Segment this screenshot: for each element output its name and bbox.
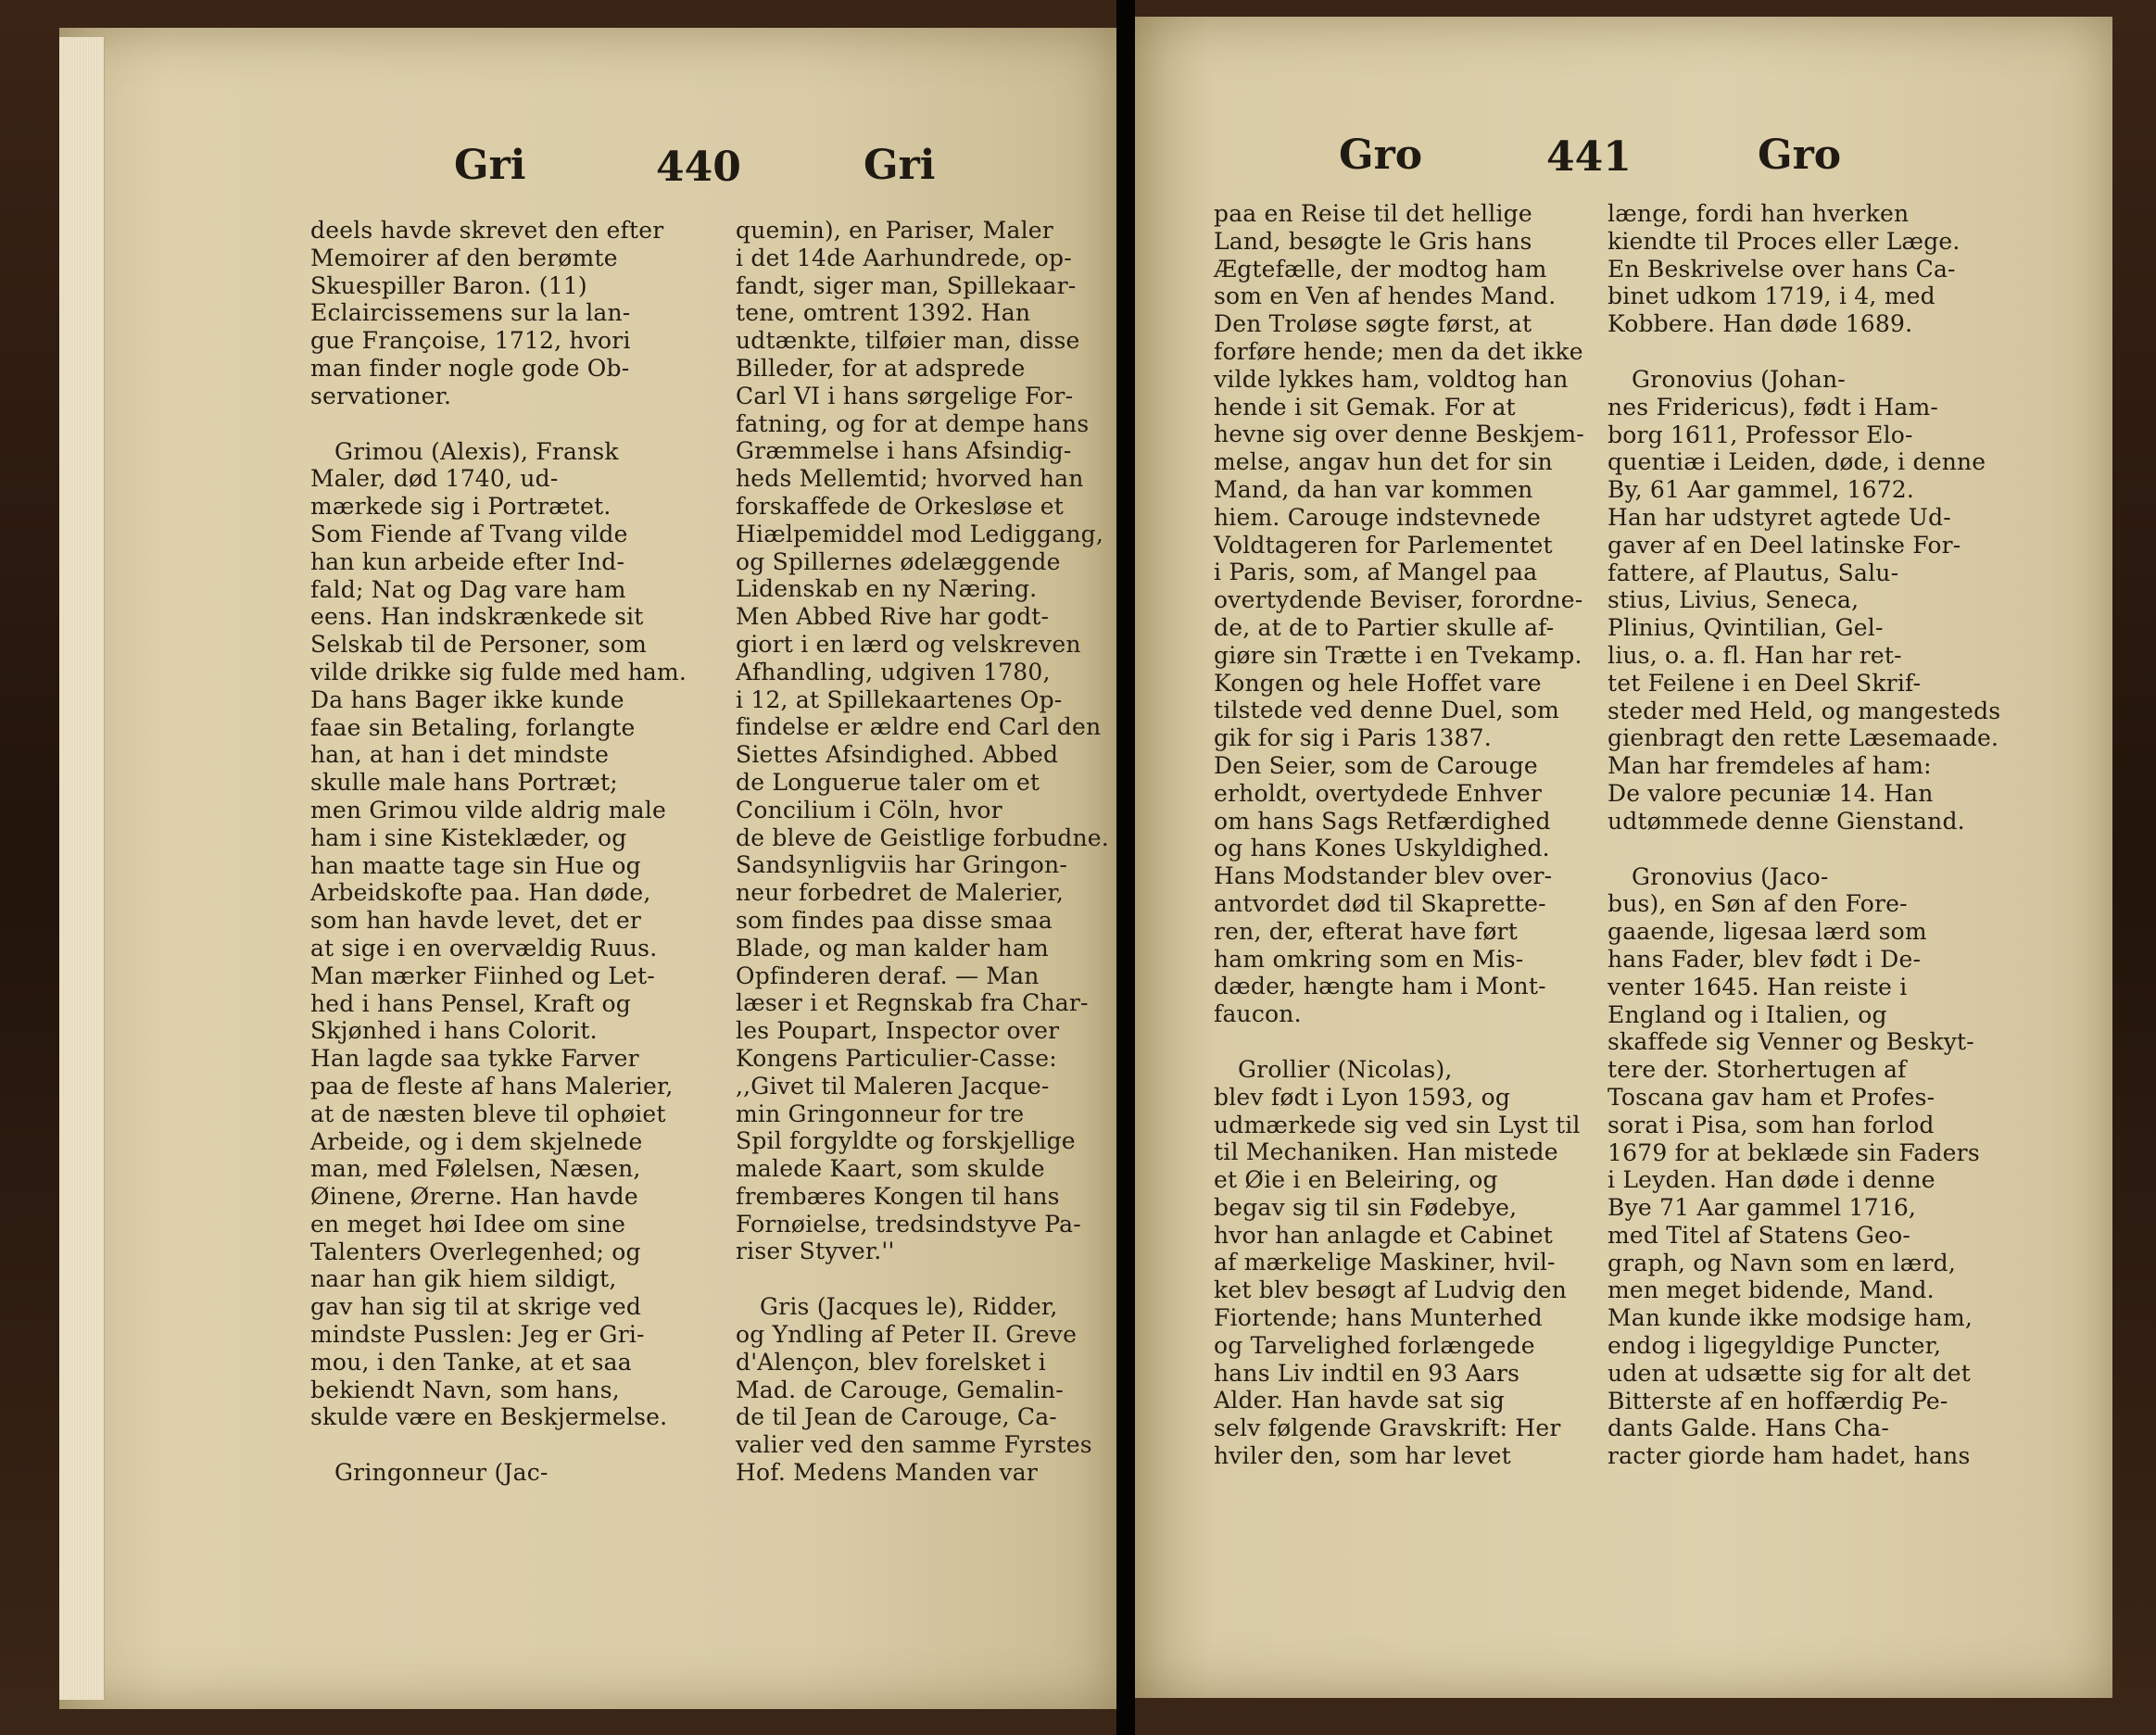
text-line: Hof. Medens Manden var <box>736 1459 1039 1487</box>
text-line: Kongens Particulier-Casse: <box>736 1044 1057 1072</box>
text-line: Afhandling, udgiven 1780, <box>736 658 1051 685</box>
text-line: og Spillernes ødelæggende <box>736 547 1061 575</box>
text-line: ,,Givet til Maleren Jacque- <box>736 1072 1050 1100</box>
text-line: Fornøielse, tredsindstyve Pa- <box>736 1210 1081 1238</box>
text-line: han, at han i det mindste <box>310 741 610 769</box>
text-line: quemin), en Pariser, Maler <box>736 217 1053 244</box>
text-line: Bye 71 Aar gammel 1716, <box>1608 1194 1917 1222</box>
text-line: hevne sig over denne Beskjem- <box>1214 421 1584 448</box>
text-line: tere der. Storhertugen af <box>1608 1056 1907 1084</box>
text-line: nes Fridericus), født i Ham- <box>1608 393 1938 421</box>
text-line: quentiæ i Leiden, døde, i denne <box>1608 448 1986 476</box>
text-line: valier ved den samme Fyrstes <box>736 1431 1092 1459</box>
text-line: som en Ven af hendes Mand. <box>1214 283 1557 310</box>
text-line: dæder, hængte ham i Mont- <box>1214 973 1546 1000</box>
text-line: læser i et Regnskab fra Char- <box>736 989 1089 1017</box>
text-line: uden at udsætte sig for alt det <box>1608 1359 1972 1387</box>
text-line: Da hans Bager ikke kunde <box>310 685 624 713</box>
right-running-head-left: Gro <box>1339 132 1423 179</box>
text-line: Som Fiende af Tvang vilde <box>310 520 628 547</box>
text-line: de, at de to Partier skulle af- <box>1214 613 1555 641</box>
text-line: man, med Følelsen, Næsen, <box>310 1155 641 1183</box>
left-page <box>59 28 1116 1709</box>
text-line: tilstede ved denne Duel, som <box>1214 697 1560 724</box>
text-line: graph, og Navn som en lærd, <box>1608 1249 1956 1276</box>
right-page-column-1 <box>1214 200 1584 1470</box>
text-line: Mand, da han var kommen <box>1214 475 1533 503</box>
text-line: mindste Pusslen: Jeg er Gri- <box>310 1321 645 1349</box>
text-line: Skjønhed i hans Colorit. <box>310 1017 598 1045</box>
text-line: fatning, og for at dempe hans <box>736 409 1090 437</box>
text-line: Gronovius (Jaco- <box>1632 862 1829 890</box>
text-line: venter 1645. Han reiste i <box>1608 973 1908 1000</box>
text-line: fandt, siger man, Spillekaar- <box>736 271 1077 299</box>
text-line: Toscana gav ham et Profes- <box>1608 1083 1935 1111</box>
text-line: gaver af en Deel latinske For- <box>1608 531 1961 559</box>
text-line: overtydende Beviser, forordne- <box>1214 586 1583 614</box>
text-line: Voldtageren for Parlementet <box>1214 531 1553 559</box>
right-page-column-2 <box>1608 200 2001 1470</box>
text-line: frembæres Kongen til hans <box>736 1182 1060 1210</box>
text-line: Blade, og man kalder ham <box>736 934 1049 962</box>
text-line: riser Styver.'' <box>736 1238 895 1265</box>
text-line: Fiortende; hans Munterhed <box>1214 1304 1543 1332</box>
text-line: og Yndling af Peter II. Greve <box>736 1321 1078 1349</box>
text-line: hende i sit Gemak. For at <box>1214 393 1516 421</box>
text-line: ren, der, efterat have ført <box>1214 917 1518 945</box>
text-line: Kongen og hele Hoffet vare <box>1214 669 1542 697</box>
text-line: paa de fleste af hans Malerier, <box>310 1072 674 1100</box>
text-line: steder med Held, og mangesteds <box>1608 697 2001 724</box>
text-line: naar han gik hiem sildigt, <box>310 1265 617 1293</box>
text-line: til Mechaniken. Han mistede <box>1214 1138 1558 1166</box>
text-line: faucon. <box>1214 1000 1302 1028</box>
text-line: gienbragt den rette Læsemaade. <box>1608 724 1999 752</box>
text-line: forskaffede de Orkesløse et <box>736 492 1065 520</box>
text-line: Han har udstyret agtede Ud- <box>1608 503 1951 531</box>
text-line: mærkede sig i Portrætet. <box>310 493 611 521</box>
left-running-head-left: Gri <box>454 142 526 189</box>
text-line: selv følgende Gravskrift: Her <box>1214 1414 1561 1442</box>
text-line: ham i sine Kisteklæder, og <box>310 823 627 851</box>
text-line: Øinene, Ørerne. Han havde <box>310 1183 638 1211</box>
text-line: By, 61 Aar gammel, 1672. <box>1608 476 1915 504</box>
text-line: Man mærker Fiinhed og Let- <box>310 962 655 989</box>
text-line: binet udkom 1719, i 4, med <box>1608 283 1935 310</box>
text-line: Græmmelse i hans Afsindig- <box>736 437 1072 465</box>
text-line: Gris (Jacques le), Ridder, <box>760 1293 1058 1321</box>
text-line: gaaende, ligesaa lærd som <box>1608 918 1927 946</box>
text-line: udtænkte, tilføier man, disse <box>736 327 1080 355</box>
text-line: England og i Italien, og <box>1608 1000 1887 1028</box>
text-line: Grollier (Nicolas), <box>1238 1055 1453 1083</box>
text-line: racter giorde ham hadet, hans <box>1608 1442 1971 1470</box>
left-page-number: 440 <box>656 144 741 191</box>
text-line: neur forbedret de Malerier, <box>736 879 1065 907</box>
text-line: Gringonneur (Jac- <box>334 1459 548 1487</box>
text-line: Selskab til de Personer, som <box>310 631 647 659</box>
text-line: Men Abbed Rive har godt- <box>736 603 1050 631</box>
text-line: han maatte tage sin Hue og <box>310 851 641 879</box>
text-line: tene, omtrent 1392. Han <box>736 299 1031 327</box>
right-running-head-right: Gro <box>1758 132 1842 179</box>
text-line: med Titel af Statens Geo- <box>1608 1221 1911 1249</box>
text-line: om hans Sags Retfærdighed <box>1214 807 1551 835</box>
text-line: Sandsynligviis har Gringon- <box>736 851 1067 879</box>
left-page-column-1 <box>310 217 687 1487</box>
text-line: sorat i Pisa, som han forlod <box>1608 1111 1935 1138</box>
text-line: malede Kaart, som skulde <box>736 1155 1045 1183</box>
text-line: men meget bidende, Mand. <box>1608 1276 1935 1304</box>
left-page-column-2 <box>736 217 1109 1487</box>
text-line: Mad. de Carouge, Gemalin- <box>736 1376 1064 1403</box>
book-gutter <box>1116 0 1135 1735</box>
text-line: eens. Han indskrænkede sit <box>310 603 644 631</box>
text-line: men Grimou vilde aldrig male <box>310 796 666 823</box>
text-line: giort i en lærd og velskreven <box>736 630 1081 658</box>
text-line: Eclaircissemens sur la lan- <box>310 299 631 327</box>
text-line: hviler den, som har levet <box>1214 1442 1511 1470</box>
text-line: dants Galde. Hans Cha- <box>1608 1414 1889 1442</box>
text-line: udtømmede denne Gienstand. <box>1608 807 1965 835</box>
text-line: Land, besøgte le Gris hans <box>1214 227 1532 255</box>
text-line: ket blev besøgt af Ludvig den <box>1214 1276 1568 1304</box>
text-line: findelse er ældre end Carl den <box>736 713 1102 741</box>
text-line: en meget høi Idee om sine <box>310 1210 626 1238</box>
text-line: Opfinderen deraf. — Man <box>736 962 1040 989</box>
text-line: Spil forgyldte og forskjellige <box>736 1127 1076 1155</box>
left-running-head-right: Gri <box>864 142 936 189</box>
text-line: kiendte til Proces eller Læge. <box>1608 227 1961 255</box>
text-line: man finder nogle gode Ob- <box>310 354 630 382</box>
text-line: Man har fremdeles af ham: <box>1608 752 1932 780</box>
text-line: han kun arbeide efter Ind- <box>310 547 625 575</box>
text-line: vilde drikke sig fulde med ham. <box>310 658 687 685</box>
text-line: hiem. Carouge indstevnede <box>1214 503 1541 531</box>
text-line: fattere, af Plautus, Salu- <box>1608 559 1899 586</box>
text-line: paa en Reise til det hellige <box>1214 200 1532 227</box>
page-fore-edge <box>59 37 105 1700</box>
text-line: Han lagde saa tykke Farver <box>310 1045 639 1073</box>
text-line: Maler, død 1740, ud- <box>310 465 559 493</box>
text-line: Plinius, Qvintilian, Gel- <box>1608 614 1884 642</box>
text-line: deels havde skrevet den efter <box>310 217 664 244</box>
text-line: Skuespiller Baron. (11) <box>310 271 587 299</box>
right-page-number: 441 <box>1546 133 1632 181</box>
text-line: i det 14de Aarhundrede, op- <box>736 244 1072 271</box>
text-line: i Paris, som, af Mangel paa <box>1214 559 1538 586</box>
text-line: lius, o. a. fl. Han har ret- <box>1608 641 1902 669</box>
text-line: Hans Modstander blev over- <box>1214 862 1553 890</box>
text-line: i Leyden. Han døde i denne <box>1608 1166 1935 1194</box>
text-line: af mærkelige Maskiner, hvil- <box>1214 1249 1556 1276</box>
text-line: Lidenskab en ny Næring. <box>736 575 1038 603</box>
text-line: skulle male hans Portræt; <box>310 769 618 797</box>
text-line: melse, angav hun det for sin <box>1214 448 1553 476</box>
text-line: udmærkede sig ved sin Lyst til <box>1214 1111 1581 1138</box>
text-line: hed i hans Pensel, Kraft og <box>310 989 632 1017</box>
text-line: Bitterste af en hoffærdig Pe- <box>1608 1387 1948 1414</box>
text-line: Ægtefælle, der modtog ham <box>1214 255 1547 283</box>
text-line: gik for sig i Paris 1387. <box>1214 724 1492 752</box>
text-line: Arbeidskofte paa. Han døde, <box>310 879 651 907</box>
text-line: Hiælpemiddel mod Lediggang, <box>736 520 1104 547</box>
text-line: Grimou (Alexis), Fransk <box>334 437 619 465</box>
text-line: De valore pecuniæ 14. Han <box>1608 779 1934 807</box>
text-line: Gronovius (Johan- <box>1632 365 1846 393</box>
text-line: som findes paa disse smaa <box>736 906 1053 934</box>
text-line: Talenters Overlegenhed; og <box>310 1238 641 1265</box>
text-line: et Øie i en Beleiring, og <box>1214 1166 1498 1194</box>
text-line: bekiendt Navn, som hans, <box>310 1376 620 1403</box>
text-line: les Poupart, Inspector over <box>736 1017 1060 1045</box>
text-line: hans Liv indtil en 93 Aars <box>1214 1359 1520 1387</box>
text-line: Memoirer af den berømte <box>310 244 618 271</box>
text-line: i 12, at Spillekaartenes Op- <box>736 685 1063 713</box>
text-line: skulde være en Beskjermelse. <box>310 1403 668 1431</box>
text-line: de Longuerue taler om et <box>736 768 1040 796</box>
text-line: antvordet død til Skaprette- <box>1214 889 1546 917</box>
text-line: 1679 for at beklæde sin Faders <box>1608 1138 1980 1166</box>
text-line: tet Feilene i en Deel Skrif- <box>1608 669 1922 697</box>
text-line: gue Françoise, 1712, hvori <box>310 327 631 355</box>
text-line: at sige i en overvældig Ruus. <box>310 934 658 962</box>
text-line: blev født i Lyon 1593, og <box>1214 1083 1511 1111</box>
text-line: vilde lykkes ham, voldtog han <box>1214 365 1569 393</box>
text-line: borg 1611, Professor Elo- <box>1608 421 1913 448</box>
text-line: ham omkring som en Mis- <box>1214 945 1524 973</box>
right-page <box>1135 17 2112 1698</box>
text-line: faae sin Betaling, forlangte <box>310 713 636 741</box>
text-line: fald; Nat og Dag vare ham <box>310 575 626 603</box>
text-line: d'Alençon, blev forelsket i <box>736 1348 1046 1376</box>
text-line: skaffede sig Venner og Beskyt- <box>1608 1028 1974 1056</box>
text-line: Man kunde ikke modsige ham, <box>1608 1304 1973 1332</box>
text-line: Kobbere. Han døde 1689. <box>1608 310 1913 338</box>
text-line: gav han sig til at skrige ved <box>310 1293 642 1321</box>
text-line: længe, fordi han hverken <box>1608 200 1910 227</box>
text-line: og hans Kones Uskyldighed. <box>1214 835 1550 862</box>
text-line: Siettes Afsindighed. Abbed <box>736 741 1059 769</box>
text-line: bus), en Søn af den Fore- <box>1608 890 1908 918</box>
text-line: Arbeide, og i dem skjelnede <box>310 1127 643 1155</box>
text-line: hvor han anlagde et Cabinet <box>1214 1221 1554 1249</box>
text-line: endog i ligegyldige Puncter, <box>1608 1332 1942 1360</box>
text-line: min Gringonneur for tre <box>736 1100 1025 1127</box>
text-line: Concilium i Cöln, hvor <box>736 796 1002 823</box>
text-line: hans Fader, blev født i De- <box>1608 945 1922 973</box>
text-line: Alder. Han havde sat sig <box>1214 1387 1505 1414</box>
text-line: som han havde levet, det er <box>310 907 642 935</box>
text-line: stius, Livius, Seneca, <box>1608 586 1860 614</box>
text-line: En Beskrivelse over hans Ca- <box>1608 255 1956 283</box>
text-line: Carl VI i hans sørgelige For- <box>736 382 1074 409</box>
text-line: Billeder, for at adsprede <box>736 354 1026 382</box>
text-line: erholdt, overtydede Enhver <box>1214 779 1542 807</box>
text-line: forføre hende; men da det ikke <box>1214 337 1583 365</box>
text-line: Den Seier, som de Carouge <box>1214 751 1538 779</box>
text-line: og Tarvelighed forlængede <box>1214 1331 1535 1359</box>
text-line: mou, i den Tanke, at et saa <box>310 1348 632 1376</box>
text-line: de til Jean de Carouge, Ca- <box>736 1403 1057 1431</box>
text-line: servationer. <box>310 382 452 409</box>
text-line: at de næsten bleve til ophøiet <box>310 1100 666 1127</box>
text-line: Den Troløse søgte først, at <box>1214 310 1532 338</box>
text-line: giøre sin Trætte i en Tvekamp. <box>1214 641 1582 669</box>
text-line: heds Mellemtid; hvorved han <box>736 465 1084 493</box>
text-line: begav sig til sin Fødebye, <box>1214 1193 1518 1221</box>
text-line: de bleve de Geistlige forbudne. <box>736 823 1109 851</box>
